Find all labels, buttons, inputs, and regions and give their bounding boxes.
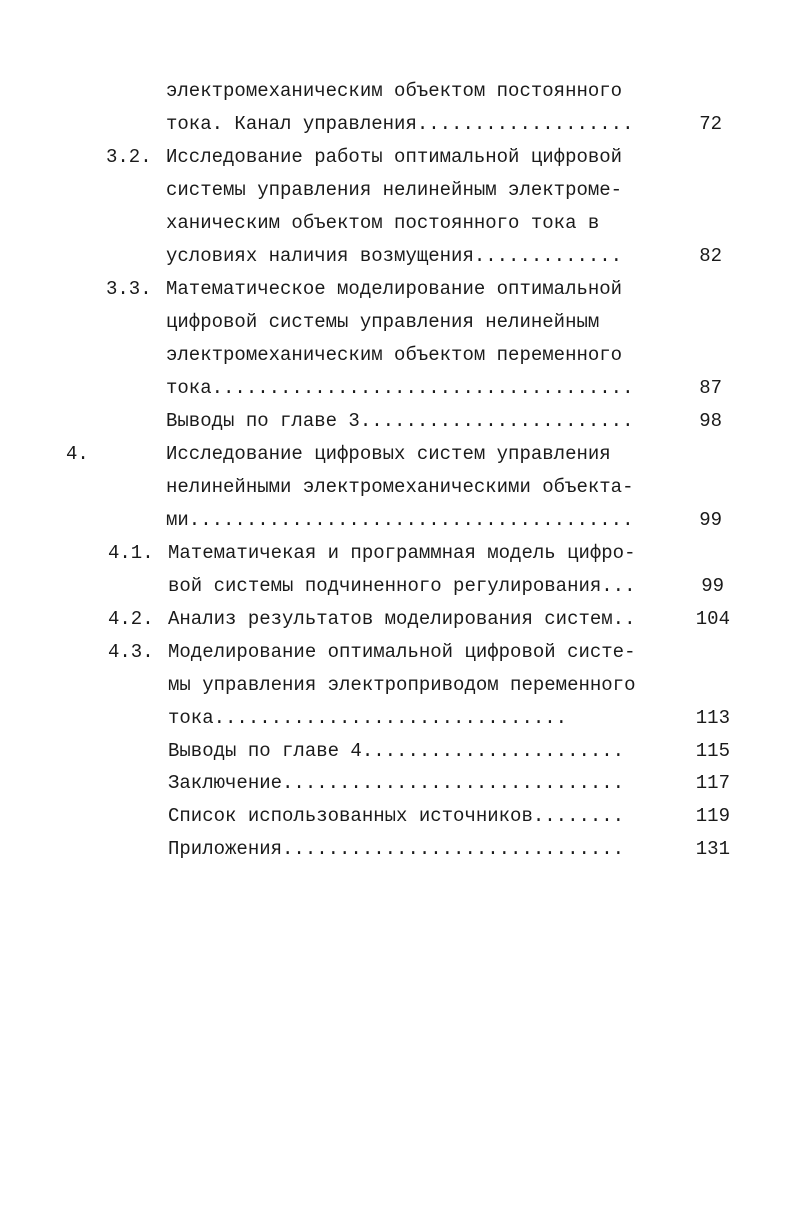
toc-line: нелинейными электромеханическими объекта- bbox=[166, 476, 634, 498]
toc-line: тока............................... bbox=[168, 707, 568, 729]
toc-line: Выводы по главе 4....................... bbox=[168, 740, 625, 762]
toc-page-number: 99 bbox=[701, 575, 724, 597]
toc-page-number: 72 bbox=[699, 113, 722, 135]
toc-line: ми....................................... bbox=[166, 509, 634, 531]
toc-line: Исследование работы оптимальной цифровой bbox=[166, 146, 623, 168]
toc-line: мы управления электроприводом переменного bbox=[168, 674, 636, 696]
toc-section-number: 4. bbox=[66, 443, 89, 465]
toc-page-number: 113 bbox=[695, 707, 730, 729]
toc-section-number: 4.2. bbox=[108, 608, 154, 630]
toc-page-number: 119 bbox=[695, 805, 730, 827]
toc-line: электромеханическим объектом постоянного bbox=[166, 80, 623, 102]
toc-line: электромеханическим объектом переменного bbox=[166, 344, 623, 366]
toc-line: Математичекая и программная модель цифро- bbox=[168, 542, 636, 564]
toc-line: системы управления нелинейным электроме- bbox=[166, 179, 623, 201]
toc-line: Исследование цифровых систем управления bbox=[166, 443, 611, 465]
toc-page-number: 98 bbox=[699, 410, 722, 432]
toc-page-number: 117 bbox=[695, 772, 730, 794]
toc-line: Моделирование оптимальной цифровой систе- bbox=[168, 641, 636, 663]
toc-page-number: 99 bbox=[699, 509, 722, 531]
toc-line: тока. Канал управления................... bbox=[166, 113, 634, 135]
toc-line: Список использованных источников........ bbox=[168, 805, 625, 827]
toc-line: Заключение.............................. bbox=[168, 772, 625, 794]
toc-page-number: 104 bbox=[695, 608, 730, 630]
toc-page-number: 82 bbox=[699, 245, 722, 267]
toc-line: условиях наличия возмущения............. bbox=[166, 245, 623, 267]
toc-section-number: 3.2. bbox=[106, 146, 152, 168]
toc-line: ханическим объектом постоянного тока в bbox=[166, 212, 600, 234]
toc-page-number: 87 bbox=[699, 377, 722, 399]
toc-section-number: 4.3. bbox=[108, 641, 154, 663]
toc-line: тока..................................... bbox=[166, 377, 634, 399]
toc-line: Математическое моделирование оптимальной bbox=[166, 278, 623, 300]
toc-line: Выводы по главе 3........................ bbox=[166, 410, 634, 432]
toc-line: Приложения.............................. bbox=[168, 838, 625, 860]
toc-page-number: 115 bbox=[695, 740, 730, 762]
toc-line: цифровой системы управления нелинейным bbox=[166, 311, 600, 333]
toc-section-number: 3.3. bbox=[106, 278, 152, 300]
toc-line: Анализ результатов моделирования систем.. bbox=[168, 608, 636, 630]
toc-line: вой системы подчиненного регулирования... bbox=[168, 575, 636, 597]
toc-section-number: 4.1. bbox=[108, 542, 154, 564]
toc-page-number: 131 bbox=[695, 838, 730, 860]
